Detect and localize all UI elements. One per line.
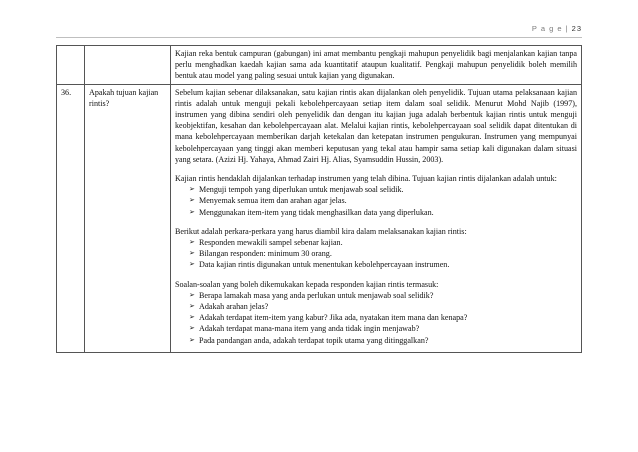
list-item-text: Menyemak semua item dan arahan agar jelas.: [199, 196, 347, 206]
list-item-text: Pada pandangan anda, adakah terdapat topik utama yang ditinggalkan?: [199, 335, 429, 345]
answer-paragraph: Kajian reka bentuk campuran (gabungan) ini amat membantu pengkaji mahupun penyelidik bagi menjalankan kajian tanpa perlu menghadkan kaedah kajian sama ada kuantitatif ataupun kualitatif. Pengkaji mahupun penyelidik boleh memilih bentuk atau model yang paling sesuai untuk kajian yang digunakan.: [175, 49, 577, 81]
answer-paragraph-3: Berikut adalah perkara-perkara yang harus diambil kira dalam melaksanakan kajian rintis:: [175, 226, 467, 236]
list-item: [189, 207, 577, 218]
row-number-cell: [57, 46, 85, 85]
arrow-bullet-icon: ➢: [189, 313, 195, 322]
list-item: [189, 335, 577, 346]
list-item: [189, 301, 577, 312]
list-item-text: Adakah arahan jelas?: [199, 302, 269, 312]
arrow-bullet-icon: ➢: [189, 290, 195, 299]
arrow-bullet-icon: ➢: [189, 249, 195, 258]
arrow-bullet-icon: ➢: [189, 335, 195, 344]
list-item-text: Responden mewakili sampel sebenar kajian.: [199, 238, 343, 248]
considerations-list: [175, 237, 577, 271]
arrow-bullet-icon: ➢: [189, 196, 195, 205]
list-item: [189, 323, 577, 334]
row-number-cell: 36.: [57, 84, 85, 352]
answer-cell: [171, 46, 582, 85]
list-item-text: Menguji tempoh yang diperlukan untuk menjawab soal selidik.: [199, 185, 404, 195]
list-item: [189, 195, 577, 206]
list-item: [189, 290, 577, 301]
arrow-bullet-icon: ➢: [189, 207, 195, 216]
list-item-text: Bilangan responden: minimum 30 orang.: [199, 249, 332, 259]
answer-paragraph-4: Soalan-soalan yang boleh dikemukakan kepada responden kajian rintis termasuk:: [175, 279, 439, 289]
list-item-text: Data kajian rintis digunakan untuk menentukan kebolehpercayaan instrumen.: [199, 260, 450, 270]
question-cell: [85, 46, 171, 85]
page-number: 23: [571, 24, 582, 33]
list-item: [189, 312, 577, 323]
table-row-continuation: [57, 46, 582, 85]
list-item-text: Adakah terdapat item-item yang kabur? Jika ada, nyatakan item mana dan kenapa?: [199, 313, 468, 323]
purpose-list: [175, 184, 577, 218]
list-item: [189, 248, 577, 259]
answer-cell: [171, 84, 582, 352]
list-item: [189, 259, 577, 270]
arrow-bullet-icon: ➢: [189, 185, 195, 194]
list-item: [189, 237, 577, 248]
qa-table: [56, 45, 582, 353]
list-item-text: Menggunakan item-item yang tidak menghasilkan data yang diperlukan.: [199, 207, 434, 217]
list-item: [189, 184, 577, 195]
page-separator: |: [565, 24, 569, 33]
arrow-bullet-icon: ➢: [189, 302, 195, 311]
page-label: P a g e: [531, 24, 563, 33]
answer-paragraph-2: Kajian rintis hendaklah dijalankan terhadap instrumen yang telah dibina. Tujuan kajian rintis dijalankan adalah untuk:: [175, 174, 557, 184]
list-item-text: Berapa lamakah masa yang anda perlukan untuk menjawab soal selidik?: [199, 290, 434, 300]
table-row-36: [57, 84, 582, 352]
questions-list: [175, 290, 577, 346]
arrow-bullet-icon: ➢: [189, 324, 195, 333]
header-rule: [56, 37, 582, 38]
question-cell: Apakah tujuan kajian rintis?: [85, 84, 171, 352]
list-item-text: Adakah terdapat mana-mana item yang anda tidak ingin menjawab?: [199, 324, 420, 334]
answer-paragraph-1: Sebelum kajian sebenar dilaksanakan, satu kajian rintis akan dijalankan oleh penyelidik. Tujuan utama pelaksanaan kajian rintis adalah untuk menguji pekali kebolehpercayaan setiap item dalam soal selidik. Menurut Mohd Najib (1997), instrumen yang dibina sendiri oleh penyelidik dan dengan itu kajian juga adalah berbentuk kajian rintis untuk menguji keobjektifan, kesahan dan kebolehpercayaan alat. Melalui kajian rintis, kebolehpercayaan soal selidik dapat ditentukan di mana kebolehpercayaan memberikan darjah ketekalan dan ketepatan instrumen pengukuran. Instrumen yang mempunyai kebolehpercayaan yang tinggi akan memberi keputusan yang tekal atau hampir sama setiap kali digunakan dalam situasi yang setara. (Azizi Hj. Yahaya, Ahmad Zairi Hj. Alias, Syamsuddin Hussin, 2003).: [175, 87, 577, 164]
page-header: [532, 24, 582, 33]
arrow-bullet-icon: ➢: [189, 260, 195, 269]
arrow-bullet-icon: ➢: [189, 238, 195, 247]
